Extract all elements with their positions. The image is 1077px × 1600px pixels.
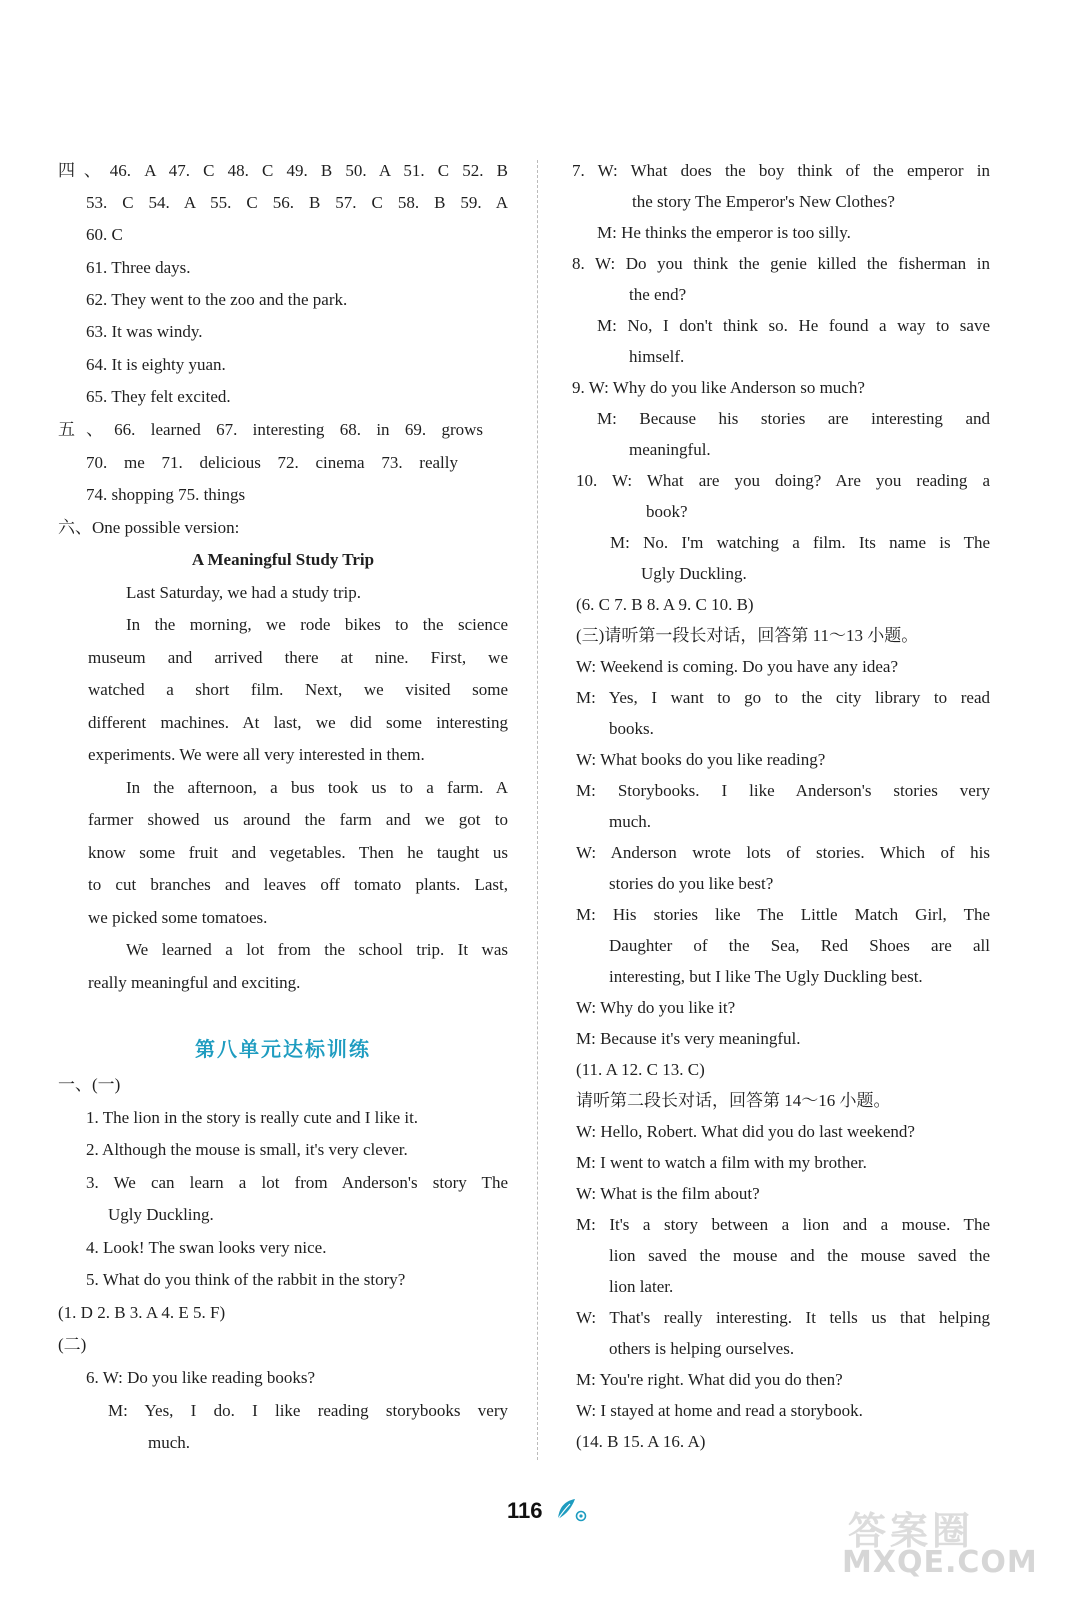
text-line: 6. W: Do you like reading books? — [86, 1368, 315, 1387]
text-line: 10. W: What are you doing? Are you reading a — [576, 471, 990, 490]
essay-title: A Meaningful Study Trip — [191, 550, 375, 569]
text-line: stories do you like best? — [609, 874, 774, 893]
text-line: others is helping ourselves. — [609, 1339, 795, 1358]
column-divider — [537, 160, 538, 1460]
text-line: In the afternoon, a bus took us to a farm. A — [126, 778, 508, 797]
text-line: lion saved the mouse and the mouse saved the — [609, 1246, 990, 1265]
text-line: book? — [646, 502, 688, 521]
text-line: M: He thinks the emperor is too silly. — [597, 223, 851, 242]
page-number: 116 — [507, 1498, 543, 1523]
text-line: 8. W: Do you think the genie killed the fisherman in — [572, 254, 990, 273]
text-line: W: What is the film about? — [576, 1184, 760, 1203]
text-line: (三)请听第一段长对话，回答第 11～13 小题。 — [576, 626, 919, 645]
text-line: we picked some tomatoes. — [88, 908, 268, 927]
text-line: really meaningful and exciting. — [88, 973, 301, 992]
text-line: 70. me 71. delicious 72. cinema 73. really — [86, 453, 458, 472]
text-line: the story The Emperor's New Clothes? — [632, 192, 895, 211]
text-line: W: I stayed at home and read a storybook. — [576, 1401, 863, 1420]
text-line: books. — [609, 719, 654, 738]
text-line: W: Hello, Robert. What did you do last weekend? — [576, 1122, 915, 1141]
text-line: W: What books do you like reading? — [576, 750, 826, 769]
text-line: M: You're right. What did you do then? — [576, 1370, 843, 1389]
text-line: 61. Three days. — [86, 258, 191, 277]
text-line: Last Saturday, we had a study trip. — [126, 583, 361, 602]
text-line: the end? — [629, 285, 687, 304]
unit-heading: 第八单元达标训练 — [195, 1039, 371, 1061]
text-line: (11. A 12. C 13. C) — [576, 1060, 705, 1079]
text-line: watched a short film. Next, we visited some — [88, 680, 508, 699]
text-line: experiments. We were all very interested in them. — [88, 745, 425, 764]
text-line: 7. W: What does the boy think of the emperor in — [572, 161, 990, 180]
text-line: W: That's really interesting. It tells us that helping — [576, 1308, 990, 1327]
text-line: 4. Look! The swan looks very nice. — [86, 1238, 327, 1257]
text-line: to cut branches and leaves off tomato plants. Last, — [88, 875, 508, 894]
text-line: 2. Although the mouse is small, it's very clever. — [86, 1140, 408, 1159]
text-line: know some fruit and vegetables. Then he taught us — [88, 843, 508, 862]
text-line: We learned a lot from the school trip. It was — [126, 940, 508, 959]
text-line: Ugly Duckling. — [108, 1205, 214, 1224]
text-line: M: Because it's very meaningful. — [576, 1029, 801, 1048]
text-line: meaningful. — [629, 440, 711, 459]
text-line: 四、46. A 47. C 48. C 49. B 50. A 51. C 52. B — [58, 161, 508, 180]
text-line: 53. C 54. A 55. C 56. B 57. C 58. B 59. A — [86, 193, 508, 212]
text-line: (14. B 15. A 16. A) — [576, 1432, 706, 1451]
text-line: M: No. I'm watching a film. Its name is The — [610, 533, 990, 552]
text-line: In the morning, we rode bikes to the science — [126, 615, 508, 634]
text-line: W: Weekend is coming. Do you have any idea? — [576, 657, 899, 676]
text-line: 5. What do you think of the rabbit in the story? — [86, 1270, 406, 1289]
text-line: different machines. At last, we did some interesting — [88, 713, 508, 732]
text-line: interesting, but I like The Ugly Duckling best. — [609, 967, 923, 986]
text-line: 请听第二段长对话，回答第 14～16 小题。 — [576, 1091, 891, 1110]
text-line: M: Because his stories are interesting and — [597, 409, 990, 428]
text-line: farmer showed us around the farm and we got to — [88, 810, 508, 829]
text-line: Ugly Duckling. — [641, 564, 747, 583]
text-line: M: No, I don't think so. He found a way to save — [597, 316, 990, 335]
text-line: lion later. — [609, 1277, 674, 1296]
text-line: 64. It is eighty yuan. — [86, 355, 226, 374]
text-line: himself. — [629, 347, 685, 366]
text-line: 六、One possible version: — [58, 518, 240, 537]
text-line: M: Yes, I do. I like reading storybooks very — [108, 1401, 508, 1420]
text-line: (6. C 7. B 8. A 9. C 10. B) — [576, 595, 754, 614]
text-line: 63. It was windy. — [86, 322, 203, 341]
text-line: M: Storybooks. I like Anderson's stories very — [576, 781, 990, 800]
text-line: W: Why do you like it? — [576, 998, 736, 1017]
text-line: much. — [609, 812, 652, 831]
text-line: much. — [148, 1433, 191, 1452]
text-line: M: His stories like The Little Match Girl, The — [576, 905, 990, 924]
text-line: W: Anderson wrote lots of stories. Which of his — [576, 843, 990, 862]
text-line: 1. The lion in the story is really cute and I like it. — [86, 1108, 419, 1127]
text-line: Daughter of the Sea, Red Shoes are all — [609, 936, 990, 955]
text-line: 60. C — [86, 225, 123, 244]
text-line: 一、(一) — [58, 1075, 121, 1094]
text-line: 62. They went to the zoo and the park. — [86, 290, 348, 309]
watermark-logo: 答案圈 — [848, 1509, 975, 1553]
text-line: M: Yes, I want to go to the city library to read — [576, 688, 990, 707]
text-line: museum and arrived there at nine. First, we — [88, 648, 508, 667]
watermark-url: MXQE.COM — [842, 1545, 1038, 1580]
text-line: 65. They felt excited. — [86, 387, 231, 406]
text-line: 五、66. learned 67. interesting 68. in 69. grows — [58, 420, 483, 439]
leaf-logo-icon — [555, 1497, 589, 1523]
text-line: M: I went to watch a film with my brother. — [576, 1153, 867, 1172]
text-line: M: It's a story between a lion and a mouse. The — [576, 1215, 990, 1234]
text-line: (二) — [58, 1335, 87, 1354]
text-line: (1. D 2. B 3. A 4. E 5. F) — [58, 1303, 226, 1322]
text-line: 74. shopping 75. things — [86, 485, 246, 504]
text-line: 9. W: Why do you like Anderson so much? — [572, 378, 865, 397]
text-line: 3. We can learn a lot from Anderson's story The — [86, 1173, 508, 1192]
